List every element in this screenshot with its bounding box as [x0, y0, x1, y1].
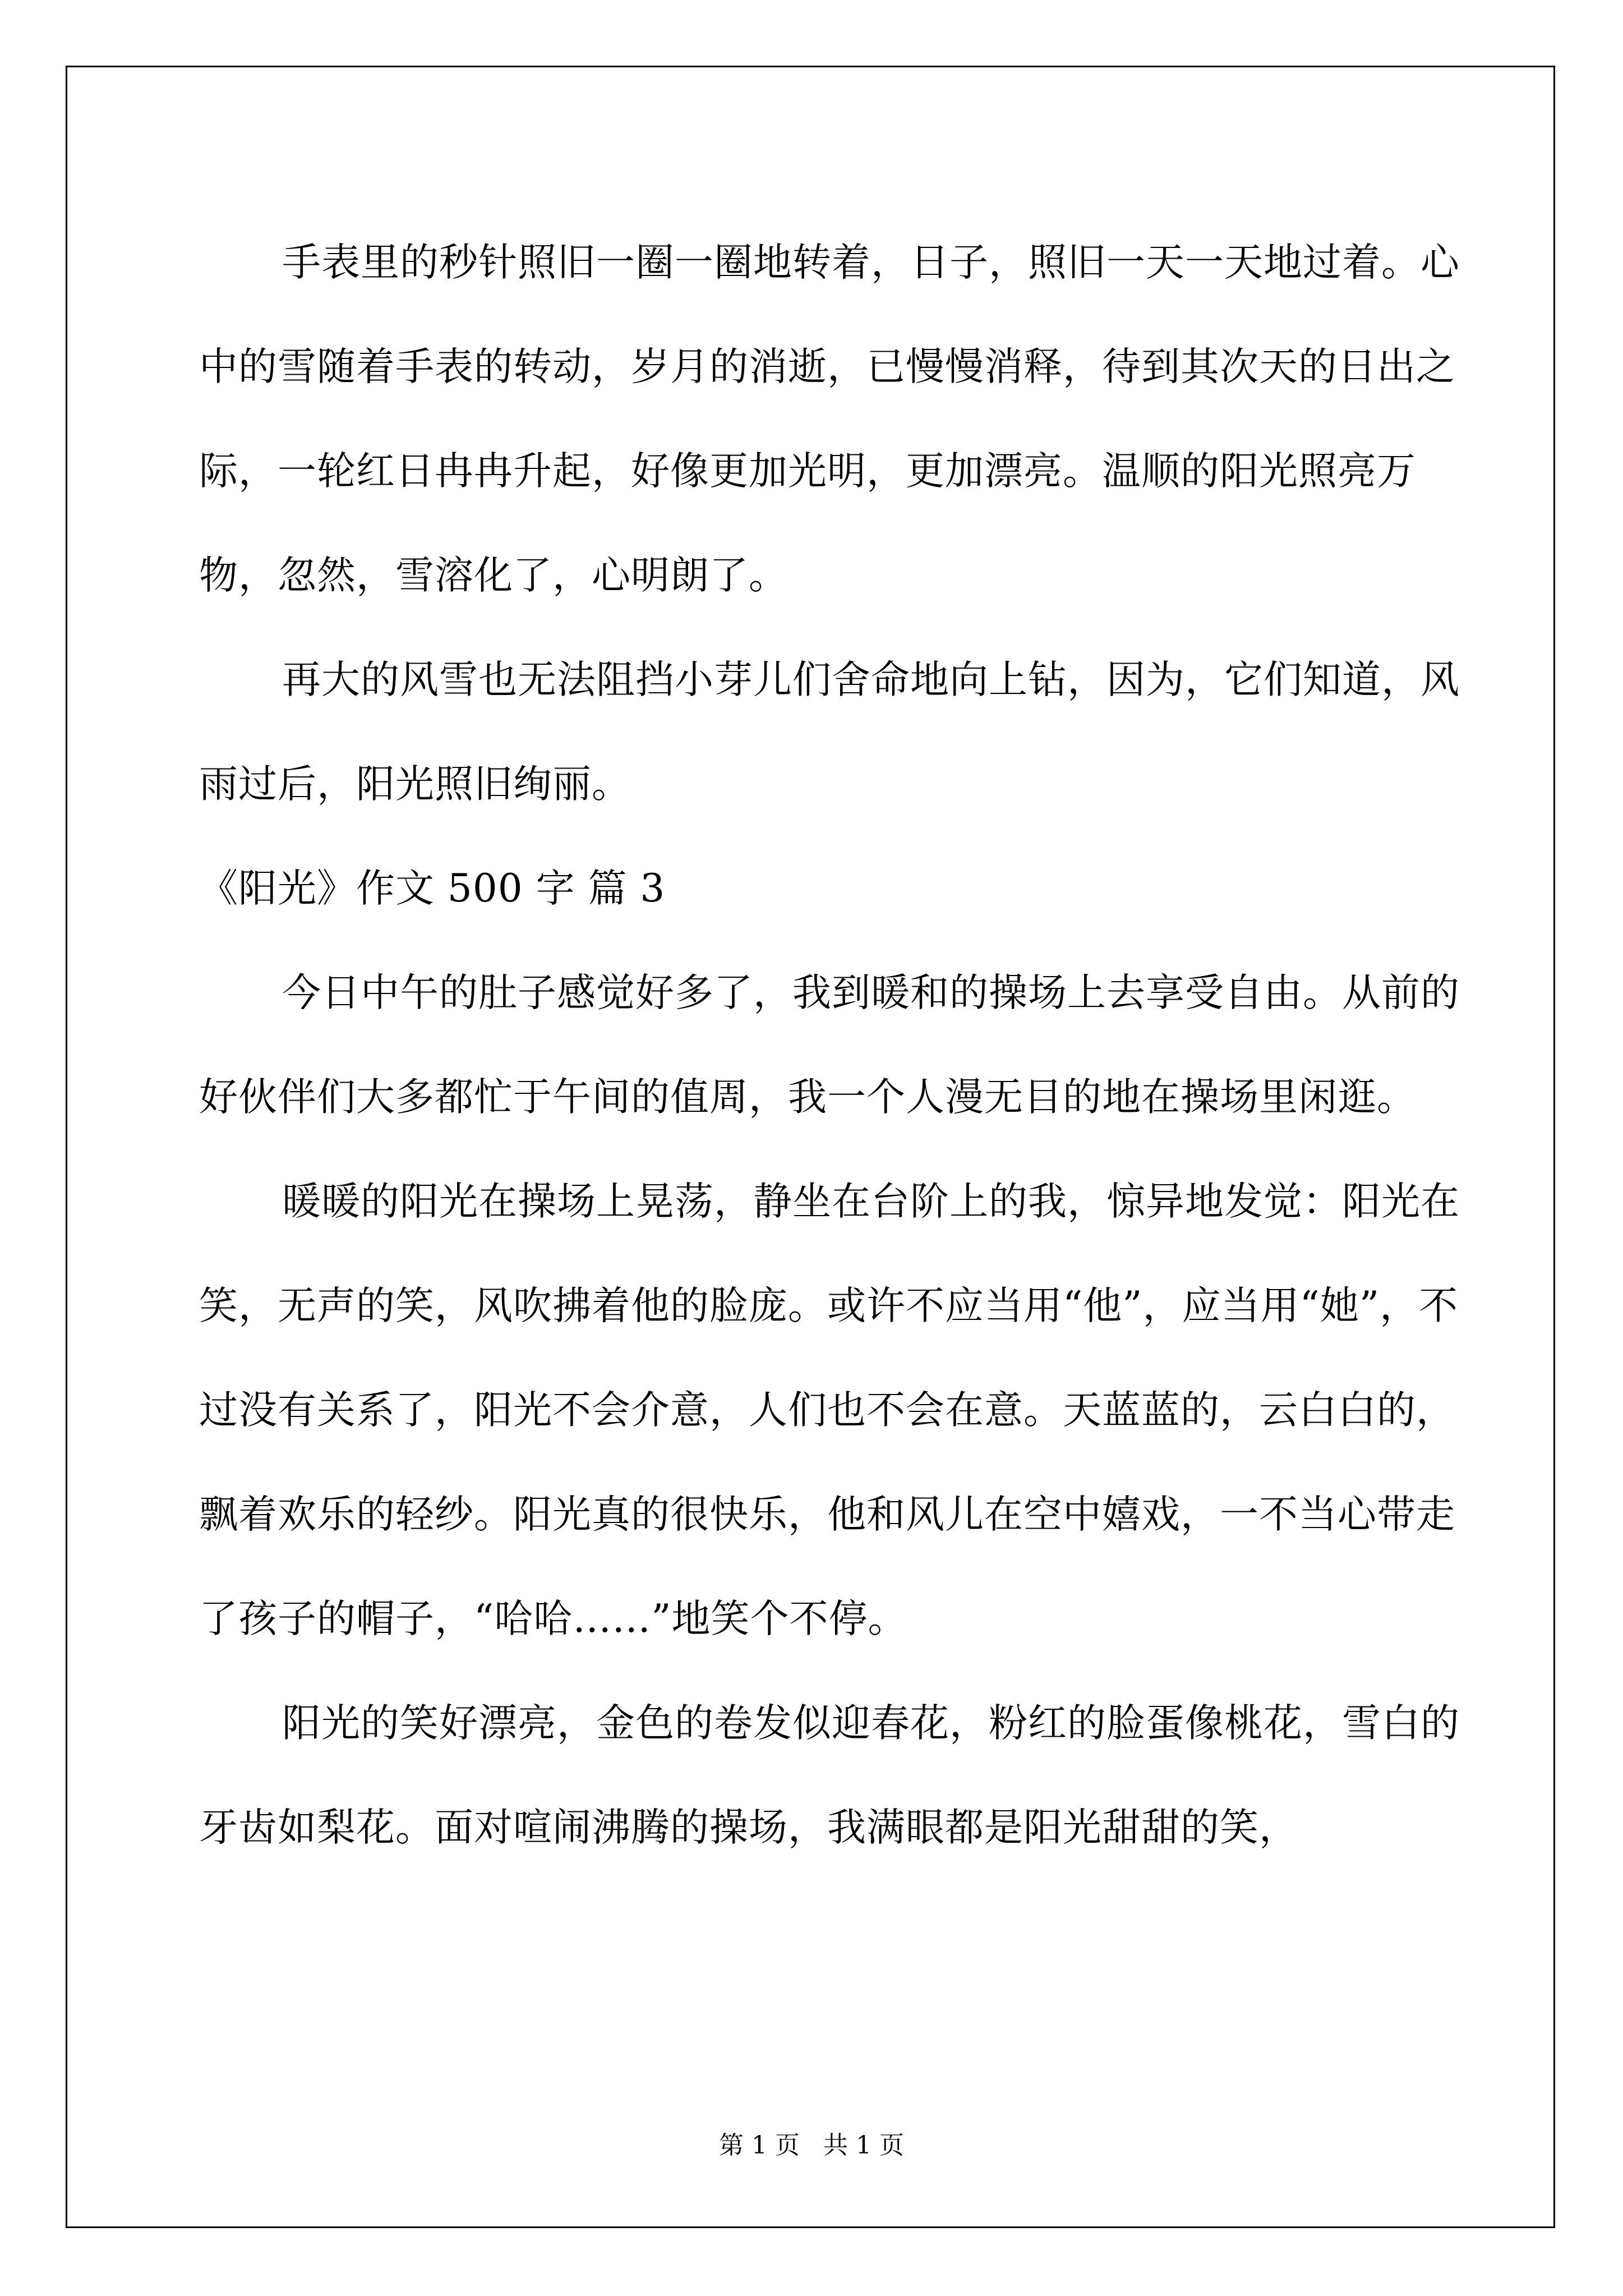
paragraph-2: 再大的风雪也无法阻挡小芽儿们舍命地向上钻，因为，它们知道，风雨过后，阳光照旧绚丽。	[199, 657, 1460, 807]
paragraph-1: 手表里的秒针照旧一圈一圈地转着，日子，照旧一天一天地过着。心中的雪随着手表的转动，岁月的消逝，已慢慢消释，待到其次天的日出之际，一轮红日冉冉升起，好像更加光明，更加漂亮。温顺的阳光照亮万物，忽然，雪溶化了，心明朗了。	[199, 240, 1460, 598]
document-body	[199, 210, 1461, 1880]
paragraph-3: 今日中午的肚子感觉好多了，我到暖和的操场上去享受自由。从前的好伙伴们大多都忙于午间的值周，我一个人漫无目的地在操场里闲逛。	[199, 970, 1460, 1120]
section-heading: 《阳光》作文 500 字 篇 3	[199, 866, 666, 911]
paragraph-4: 暖暖的阳光在操场上晃荡，静坐在台阶上的我，惊异地发觉：阳光在笑，无声的笑，风吹拂着他的脸庞。或许不应当用“他”，应当用“她”，不过没有关系了，阳光不会介意，人们也不会在意。天蓝蓝的，云白白的，飘着欢乐的轻纱。阳光真的很快乐，他和风儿在空中嬉戏，一不当心带走了孩子的帽子，“哈哈……”地笑个不停。	[199, 1179, 1460, 1641]
page-footer: 第 1 页 共 1 页	[719, 2131, 904, 2160]
paragraph-5: 阳光的笑好漂亮，金色的卷发似迎春花，粉红的脸蛋像桃花，雪白的牙齿如梨花。面对喧闹沸腾的操场，我满眼都是阳光甜甜的笑，	[199, 1701, 1460, 1850]
